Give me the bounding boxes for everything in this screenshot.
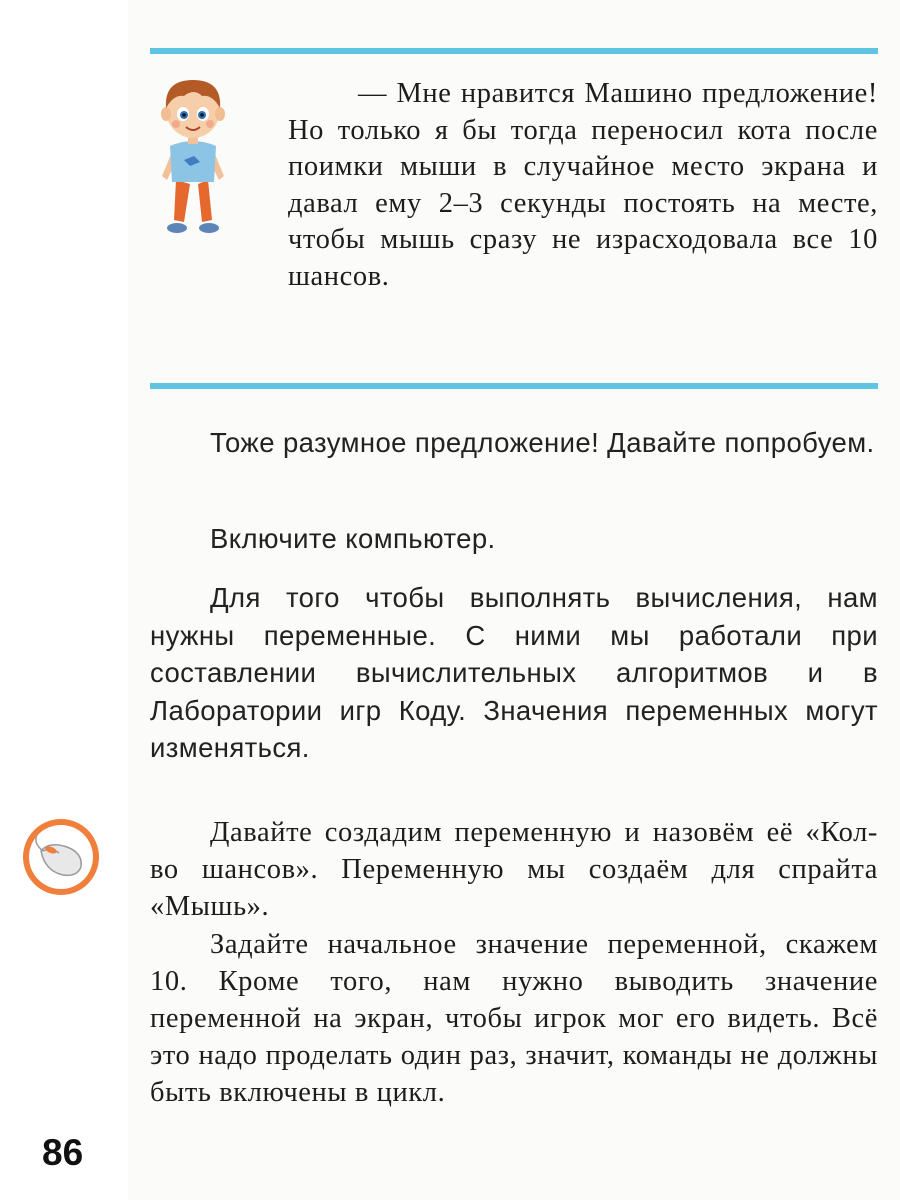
paragraph-initial-value xyxy=(150,927,878,1112)
dialog-bottom-rule xyxy=(150,383,878,389)
paragraph-variables-intro xyxy=(150,579,878,767)
dialog-text-block xyxy=(288,76,878,295)
paragraph-text: Задайте начальное значение переменной, скажем 10. Кроме того, нам нужно выводить значение переменной на экран, чтобы игрок мог его видеть. Всё это надо проделать один раз, значит, команды не должны быть включены в цикл. xyxy=(150,929,878,1108)
paragraph-text: Включите компьютер. xyxy=(210,523,496,554)
paragraph-try-it xyxy=(150,424,878,462)
paragraph-text: Давайте создадим переменную и назовём её «Кол-во шансов». Переменную мы создаём для спрайта «Мышь». xyxy=(150,817,878,922)
boy-dialog-line: — Мне нравится Машино предложение! Но только я бы тогда переносил кота после поимки мыши в случайное место экрана и давал ему 2–3 секунды постоять на месте, чтобы мышь сразу не израсходовала все 10 шансов. xyxy=(288,78,878,292)
dialog-top-rule xyxy=(150,48,878,54)
paragraph-create-variable xyxy=(150,815,878,926)
computer-mouse-icon xyxy=(21,817,101,897)
paragraph-text: Для того чтобы выполнять вычисления, нам нужны переменные. С ними мы работали при составлении вычислительных алгоритмов и в Лаборатории игр Коду. Значения переменных могут изменяться. xyxy=(150,582,878,763)
paragraph-text: Тоже разумное предложение! Давайте попробуем. xyxy=(210,427,875,458)
page-margin xyxy=(0,0,128,1200)
page-number: 86 xyxy=(42,1132,84,1173)
paragraph-turn-on-computer xyxy=(150,520,878,558)
boy-character-illustration xyxy=(148,72,238,242)
